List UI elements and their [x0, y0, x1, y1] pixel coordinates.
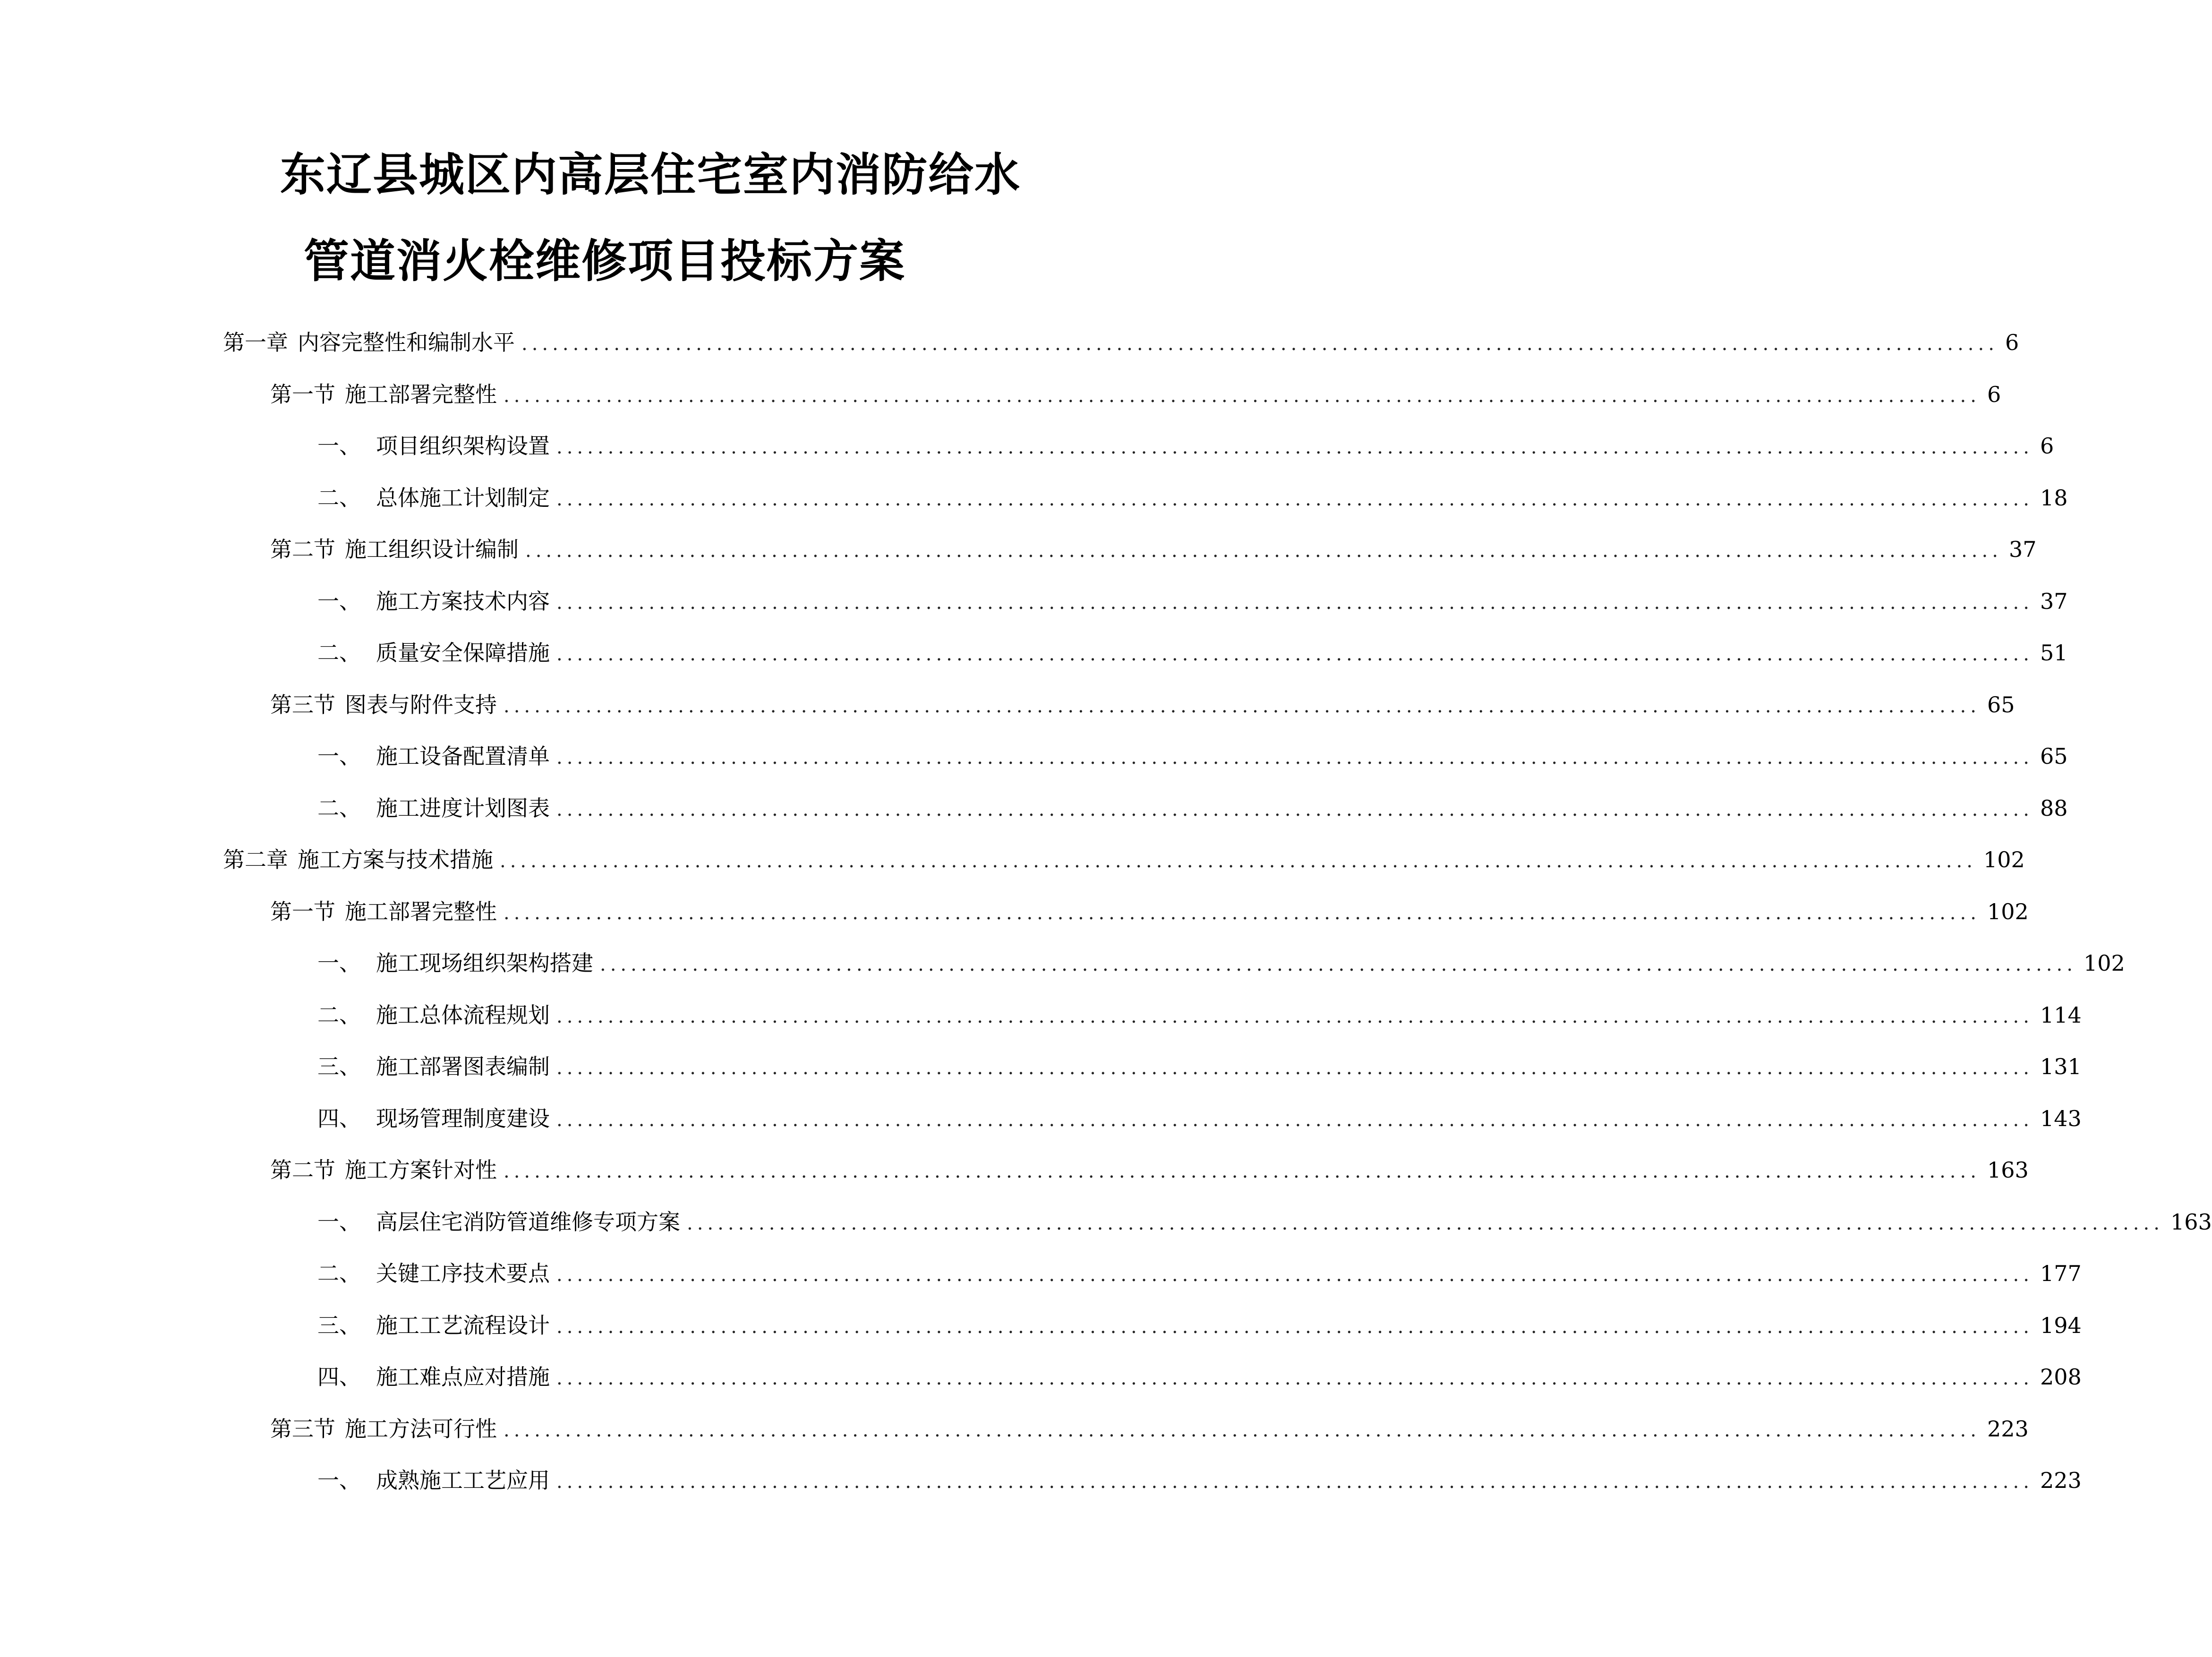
toc-entry-page-number: 65 — [1987, 692, 2015, 717]
toc-entry-number: 第三节 — [270, 1416, 335, 1442]
toc-entry-number: 二、 — [317, 1002, 361, 1028]
toc-entry[interactable] — [270, 532, 2037, 562]
toc-entry-number: 二、 — [317, 1261, 361, 1286]
toc-dot-leader: ................................................................................................................................................ — [556, 1109, 2033, 1131]
toc-entry-label: 施工设备配置清单 — [376, 743, 550, 769]
toc-entry-number: 第一节 — [270, 382, 335, 407]
toc-entry-label: 高层住宅消防管道维修专项方案 — [376, 1209, 680, 1235]
toc-entry[interactable] — [270, 894, 2029, 924]
toc-entry-number: 三、 — [317, 1313, 361, 1338]
toc-entry[interactable] — [317, 791, 2068, 821]
toc-entry-number: 四、 — [317, 1364, 361, 1390]
toc-dot-leader: ................................................................................................................................................ — [556, 1264, 2033, 1286]
toc-entry-number: 一、 — [317, 433, 361, 459]
toc-entry-label: 施工部署完整性 — [345, 382, 497, 407]
toc-dot-leader: ................................................................................................................................................ — [687, 1213, 2164, 1234]
toc-entry-number: 一、 — [317, 743, 361, 769]
toc-dot-leader: ................................................................................................................................................ — [556, 488, 2033, 510]
toc-entry-number: 第二章 — [223, 847, 288, 872]
toc-dot-leader: ................................................................................................................................................ — [556, 1006, 2033, 1027]
toc-entry-page-number: 143 — [2040, 1106, 2082, 1131]
toc-entry-page-number: 102 — [2083, 950, 2125, 976]
toc-entry[interactable] — [270, 377, 2001, 407]
toc-entry[interactable] — [317, 1359, 2082, 1390]
toc-dot-leader: ................................................................................................................................................ — [556, 592, 2033, 614]
toc-entry-label: 施工方案技术内容 — [376, 589, 550, 614]
toc-entry-page-number: 6 — [1987, 382, 2001, 407]
toc-entry-page-number: 163 — [1987, 1157, 2029, 1183]
toc-entry-page-number: 208 — [2040, 1364, 2082, 1390]
toc-entry[interactable] — [317, 1101, 2082, 1131]
toc-entry-number: 第一章 — [223, 330, 288, 355]
toc-entry[interactable] — [317, 739, 2068, 769]
toc-entry-label: 施工部署完整性 — [345, 899, 497, 924]
toc-entry-page-number: 65 — [2040, 743, 2068, 769]
toc-entry[interactable] — [270, 1153, 2029, 1183]
toc-entry[interactable] — [317, 998, 2082, 1028]
toc-dot-leader: ................................................................................................................................................ — [504, 1419, 1981, 1441]
toc-entry-page-number: 51 — [2040, 640, 2068, 666]
toc-entry-page-number: 114 — [2040, 1002, 2082, 1028]
toc-dot-leader: ................................................................................................................................................ — [525, 540, 2002, 562]
toc-dot-leader: ................................................................................................................................................ — [504, 1161, 1981, 1182]
toc-dot-leader: ................................................................................................................................................ — [556, 1057, 2033, 1079]
toc-dot-leader: ................................................................................................................................................ — [600, 954, 2077, 975]
toc-dot-leader: ................................................................................................................................................ — [500, 850, 1977, 872]
toc-dot-leader: ................................................................................................................................................ — [521, 333, 1998, 355]
toc-entry-page-number: 18 — [2040, 485, 2068, 511]
toc-entry-number: 四、 — [317, 1106, 361, 1131]
toc-entry-page-number: 102 — [1987, 899, 2029, 924]
toc-entry-label: 施工工艺流程设计 — [376, 1313, 550, 1338]
toc-entry-label: 施工部署图表编制 — [376, 1054, 550, 1079]
toc-entry-label: 成熟施工工艺应用 — [376, 1468, 550, 1493]
toc-entry-label: 图表与附件支持 — [345, 692, 497, 717]
toc-entry-label: 现场管理制度建设 — [376, 1106, 550, 1131]
toc-entry-label: 施工总体流程规划 — [376, 1002, 550, 1028]
toc-entry-page-number: 6 — [2005, 330, 2019, 355]
toc-entry[interactable] — [270, 687, 2015, 717]
toc-entry-label: 施工难点应对措施 — [376, 1364, 550, 1390]
toc-entry-page-number: 37 — [2040, 589, 2068, 614]
toc-entry[interactable] — [223, 842, 2025, 872]
toc-dot-leader: ................................................................................................................................................ — [504, 695, 1981, 717]
toc-entry-page-number: 194 — [2040, 1313, 2082, 1338]
toc-entry[interactable] — [317, 635, 2068, 666]
toc-entry-page-number: 6 — [2040, 433, 2054, 459]
toc-entry-label: 总体施工计划制定 — [376, 485, 550, 511]
toc-dot-leader: ................................................................................................................................................ — [556, 1316, 2033, 1338]
toc-entry-number: 三、 — [317, 1054, 361, 1079]
toc-dot-leader: ................................................................................................................................................ — [556, 436, 2033, 458]
toc-entry[interactable] — [270, 1411, 2029, 1442]
toc-entry[interactable] — [317, 1463, 2082, 1493]
toc-entry[interactable] — [317, 1308, 2082, 1338]
toc-entry[interactable] — [317, 480, 2068, 511]
toc-entry[interactable] — [317, 946, 2125, 976]
toc-entry-label: 施工方法可行性 — [345, 1416, 497, 1442]
toc-dot-leader: ................................................................................................................................................ — [556, 643, 2033, 665]
toc-entry[interactable] — [317, 1049, 2082, 1079]
toc-entry-page-number: 163 — [2170, 1209, 2212, 1235]
toc-entry-number: 第二节 — [270, 537, 335, 562]
toc-dot-leader: ................................................................................................................................................ — [504, 385, 1981, 407]
toc-entry-number: 二、 — [317, 485, 361, 511]
toc-entry[interactable] — [317, 428, 2054, 459]
toc-dot-leader: ................................................................................................................................................ — [556, 1367, 2033, 1389]
toc-dot-leader: ................................................................................................................................................ — [556, 799, 2033, 820]
toc-entry-page-number: 223 — [2040, 1468, 2082, 1493]
toc-entry-number: 第一节 — [270, 899, 335, 924]
toc-entry-label: 施工进度计划图表 — [376, 795, 550, 821]
toc-dot-leader: ................................................................................................................................................ — [556, 747, 2033, 769]
toc-entry-number: 一、 — [317, 1209, 361, 1235]
toc-entry-number: 一、 — [317, 950, 361, 976]
toc-entry[interactable] — [317, 1204, 2212, 1235]
toc-entry[interactable] — [223, 325, 2019, 355]
toc-entry-number: 一、 — [317, 1468, 361, 1493]
toc-entry[interactable] — [317, 1256, 2082, 1286]
toc-entry-page-number: 88 — [2040, 795, 2068, 821]
toc-entry-page-number: 131 — [2040, 1054, 2082, 1079]
toc-entry-label: 施工方案针对性 — [345, 1157, 497, 1183]
toc-entry-number: 第三节 — [270, 692, 335, 717]
document-title-line-1: 东辽县城区内高层住宅室内消防给水 — [280, 148, 1021, 201]
toc-entry-label: 关键工序技术要点 — [376, 1261, 550, 1286]
toc-entry[interactable] — [317, 584, 2068, 614]
toc-entry-number: 二、 — [317, 640, 361, 666]
toc-entry-number: 二、 — [317, 795, 361, 821]
toc-entry-page-number: 102 — [1983, 847, 2025, 872]
toc-entry-number: 一、 — [317, 589, 361, 614]
toc-entry-label: 施工方案与技术措施 — [298, 847, 493, 872]
toc-entry-label: 质量安全保障措施 — [376, 640, 550, 666]
toc-entry-label: 项目组织架构设置 — [376, 433, 550, 459]
toc-entry-label: 施工组织设计编制 — [345, 537, 519, 562]
toc-dot-leader: ................................................................................................................................................ — [556, 1471, 2033, 1493]
toc-entry-page-number: 37 — [2008, 537, 2037, 562]
toc-entry-label: 施工现场组织架构搭建 — [376, 950, 593, 976]
toc-entry-number: 第二节 — [270, 1157, 335, 1183]
toc-entry-page-number: 177 — [2040, 1261, 2082, 1286]
toc-entry-page-number: 223 — [1987, 1416, 2029, 1442]
document-title-line-2: 管道消火栓维修项目投标方案 — [304, 235, 905, 288]
toc-entry-label: 内容完整性和编制水平 — [298, 330, 515, 355]
toc-dot-leader: ................................................................................................................................................ — [504, 902, 1981, 924]
